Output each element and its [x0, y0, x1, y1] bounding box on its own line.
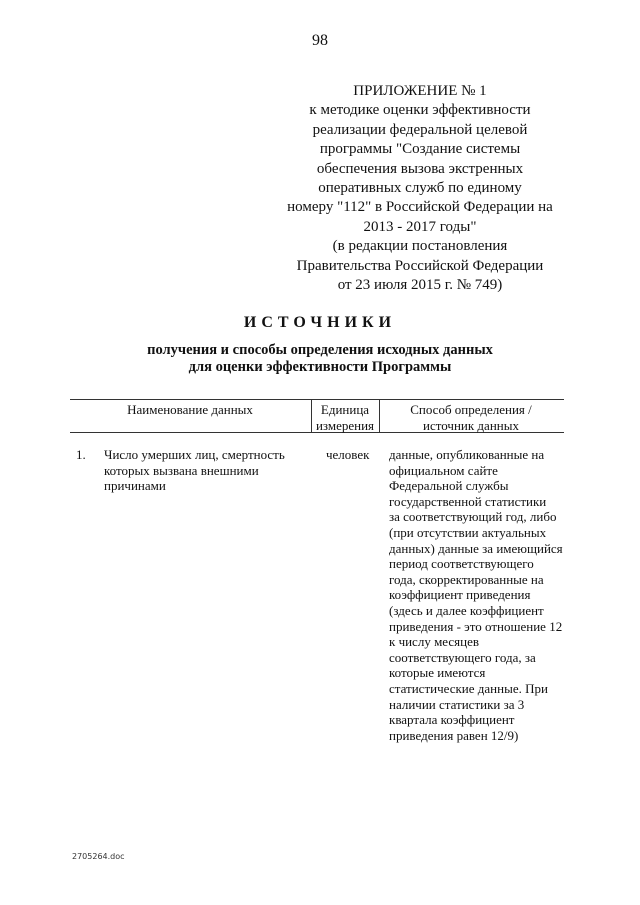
- row-method-line: официальном сайте: [389, 462, 498, 478]
- header-unit: [312, 402, 378, 434]
- appendix-line: программы "Создание системы: [319, 141, 521, 158]
- subtitle-line-2: для оценки эффективности Программы: [188, 359, 452, 375]
- row-method-line: коэффициент приведения: [389, 587, 531, 603]
- appendix-line: Правительства Российской Федерации: [296, 257, 544, 274]
- row-method-line: за соответствующий год, либо: [389, 509, 557, 525]
- row-method-line: года, скорректированные на: [389, 571, 544, 587]
- header-method-line-2: источник данных: [423, 418, 519, 433]
- header-name: Наименование данных: [127, 402, 253, 417]
- footer-filename: 2705264.doc: [72, 852, 125, 861]
- row-method-line: данных) данные за имеющийся: [389, 540, 563, 556]
- row-method-line: приведения равен 12/9): [389, 727, 519, 743]
- row-method-line: которые имеются: [389, 665, 486, 681]
- row-method-line: соответствующего года, за: [389, 649, 536, 665]
- row-method-line: к числу месяцев: [389, 634, 480, 650]
- row-method-line: период соответствующего: [389, 556, 534, 572]
- row-method-line: государственной статистики: [389, 493, 547, 509]
- page-number: 98: [312, 32, 328, 49]
- row-unit: человек: [326, 447, 370, 462]
- row-method-line: (здесь и далее коэффициент: [389, 602, 544, 618]
- row-method-line: приведения - это отношение 12: [389, 618, 563, 634]
- header-method-line-1: Способ определения /: [410, 402, 532, 417]
- row-number: 1.: [76, 447, 86, 462]
- document-title: ИСТОЧНИКИ: [243, 314, 397, 331]
- row-method: [389, 447, 574, 743]
- row-method-line: данные, опубликованные на: [389, 447, 545, 462]
- header-method: [381, 402, 561, 434]
- document-subtitle: [0, 342, 640, 376]
- row-name: [104, 447, 309, 494]
- row-name-line: которых вызвана внешними: [104, 462, 259, 478]
- row-method-line: квартала коэффициент: [389, 712, 515, 728]
- appendix-line: к методике оценки эффективности: [309, 102, 531, 119]
- row-name-line: причинами: [104, 478, 166, 494]
- row-method-line: статистические данные. При: [389, 680, 548, 696]
- header-unit-line-2: измерения: [315, 418, 375, 433]
- row-method-line: Федеральной службы: [389, 478, 509, 494]
- row-method-line: (при отсутствии актуальных: [389, 524, 547, 540]
- header-divider-2: [379, 399, 380, 432]
- appendix-line: номеру "112" в Российской Федерации на: [287, 199, 553, 216]
- appendix-line: 2013 - 2017 годы": [363, 218, 477, 235]
- header-unit-line-1: Единица: [320, 402, 370, 417]
- subtitle-line-1: получения и способы определения исходных данных: [147, 342, 493, 358]
- appendix-line: (в редакции постановления: [332, 238, 508, 255]
- appendix-line: от 23 июля 2015 г. № 749): [337, 277, 503, 294]
- appendix-line: оперативных служб по единому: [318, 180, 522, 197]
- table-top-rule: [70, 399, 564, 400]
- appendix-line: ПРИЛОЖЕНИЕ № 1: [353, 83, 487, 99]
- row-name-line: Число умерших лиц, смертность: [104, 447, 285, 462]
- appendix-line: обеспечения вызова экстренных: [316, 160, 524, 177]
- appendix-line: реализации федеральной целевой: [312, 121, 528, 138]
- appendix-block: [270, 82, 570, 295]
- row-method-line: наличии статистики за 3: [389, 696, 525, 712]
